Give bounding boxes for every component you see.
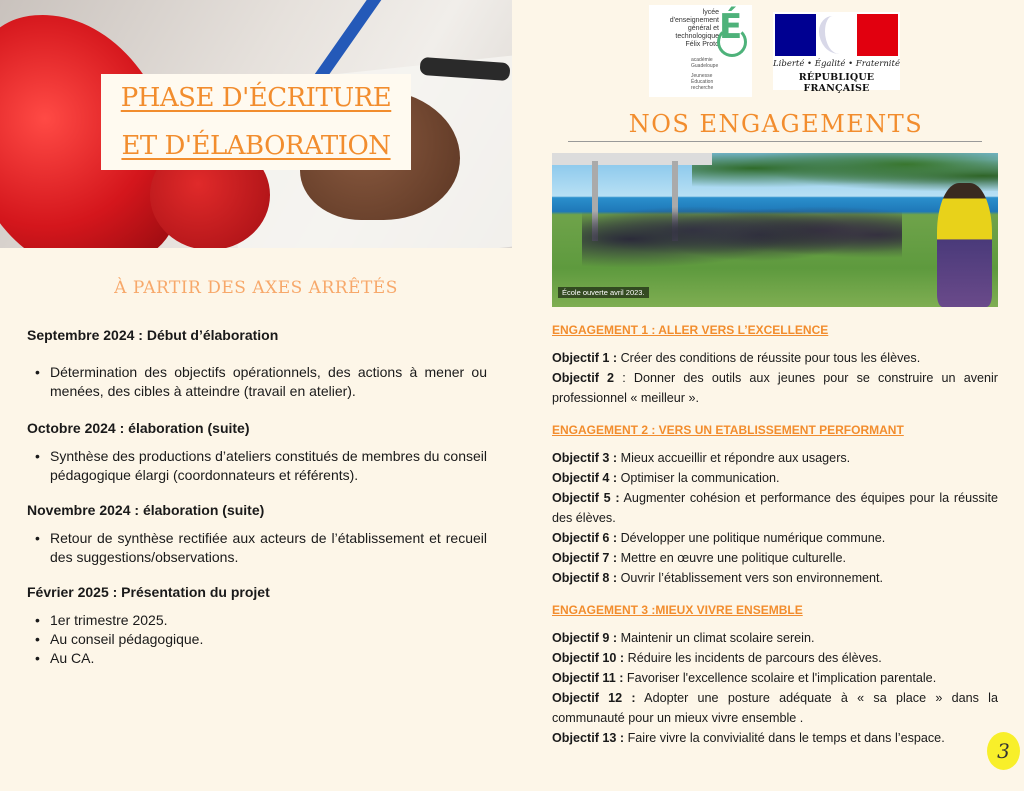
- phase-list: [27, 447, 487, 485]
- engagement-heading: ENGAGEMENT 2 : VERS UN ETABLISSEMENT PERFORMANT: [552, 423, 904, 437]
- engagements-title: NOS ENGAGEMENTS: [628, 110, 924, 138]
- rf-motto: Liberté • Égalité • Fraternité: [773, 59, 900, 69]
- objective-text: Créer des conditions de réussite pour tous les élèves.: [617, 351, 921, 365]
- objective: [552, 488, 998, 528]
- objective-text: Favoriser l'excellence scolaire et l'implication parentale.: [623, 671, 937, 685]
- objective: [552, 448, 998, 468]
- objective-text: Ouvrir l’établissement vers son environnement.: [617, 571, 884, 585]
- photo-shelter-roof: [552, 153, 712, 165]
- phase-item: • Au conseil pédagogique.: [50, 630, 487, 649]
- title-divider: [568, 141, 982, 142]
- lycee-logo-line3: Félix Proto: [685, 41, 719, 48]
- objective-text: Adopter une posture adéquate à « sa place » dans la communauté pour un mieux vivre ensemble .: [552, 691, 998, 725]
- phase-list: [27, 363, 487, 401]
- phase-list: [27, 529, 487, 567]
- objective-text: Mettre en œuvre une politique culturelle.: [617, 551, 846, 565]
- phase-heading: Février 2025 : Présentation du projet: [27, 584, 270, 600]
- objective-label: Objectif 5 :: [552, 491, 620, 505]
- objective-label: Objectif 6 :: [552, 531, 618, 545]
- phase-heading: Septembre 2024 : Début d’élaboration: [27, 327, 279, 343]
- photo-caption: École ouverte avril 2023.: [558, 287, 649, 298]
- hero-title-line2: ET D'ÉLABORATION: [121, 131, 391, 161]
- engagement-heading: ENGAGEMENT 3 :MIEUX VIVRE ENSEMBLE: [552, 603, 803, 617]
- objective-label: Objectif 13 :: [552, 731, 625, 745]
- engagements-section: [552, 320, 998, 748]
- objective: [552, 668, 998, 688]
- rf-name: RÉPUBLIQUE FRANÇAISE: [798, 72, 875, 94]
- objective-text: Développer une politique numérique commune.: [617, 531, 886, 545]
- lycee-logo-letter: É: [719, 7, 743, 47]
- objective-text: Réduire les incidents de parcours des élèves.: [624, 651, 882, 665]
- hero-title-box: [101, 74, 411, 170]
- phase-heading: Octobre 2024 : élaboration (suite): [27, 420, 250, 436]
- objective-label: Objectif 12 :: [552, 691, 636, 705]
- objective-label: Objectif 3 :: [552, 451, 618, 465]
- objective-text: Augmenter cohésion et performance des équipes pour la réussite des élèves.: [552, 491, 998, 525]
- objective: [552, 368, 998, 408]
- objective-text: : Donner des outils aux jeunes pour se construire un avenir professionnel « meilleur ».: [552, 371, 998, 405]
- republique-francaise-logo: [773, 12, 900, 94]
- phase-item: • Synthèse des productions d’ateliers constitués de membres du conseil pédagogique élargi (coordonnateurs et référents).: [50, 447, 487, 485]
- objective: [552, 688, 998, 728]
- objective-label: Objectif 10 :: [552, 651, 625, 665]
- objective-text: Optimiser la communication.: [617, 471, 780, 485]
- phase-list: [27, 611, 487, 668]
- phase-item: • Au CA.: [50, 649, 487, 668]
- objective-text: Faire vivre la convivialité dans le temps et dans l’espace.: [624, 731, 945, 745]
- phase-item: • 1er trimestre 2025.: [50, 611, 487, 630]
- objective: [552, 348, 998, 368]
- lycee-logo-line1: lycée d'enseignement: [669, 9, 719, 24]
- objective-text: Maintenir un climat scolaire serein.: [617, 631, 815, 645]
- objective: [552, 728, 998, 748]
- page-number-badge: 3: [987, 732, 1020, 770]
- phases-section: [27, 326, 487, 668]
- school-photo: [552, 153, 998, 307]
- objective-label: Objectif 4 :: [552, 471, 618, 485]
- objective-label: Objectif 2: [552, 371, 615, 385]
- lycee-logo-line2: général et technologique: [675, 25, 719, 40]
- phase-item: • Retour de synthèse rectifiée aux acteurs de l’établissement et recueil des suggestions/observations.: [50, 529, 487, 567]
- lycee-logo: [649, 5, 752, 97]
- engagement-heading: ENGAGEMENT 1 : ALLER VERS L’EXCELLENCE: [552, 323, 829, 337]
- objective: [552, 468, 998, 488]
- objective: [552, 528, 998, 548]
- objective: [552, 648, 998, 668]
- phase-heading: Novembre 2024 : élaboration (suite): [27, 502, 265, 518]
- objective-text: Mieux accueillir et répondre aux usagers.: [617, 451, 851, 465]
- photo-student-foreground: [937, 183, 992, 307]
- objective: [552, 568, 998, 588]
- lycee-logo-academie: académie Guadeloupe: [691, 57, 719, 69]
- photo-students: [582, 188, 902, 273]
- objective: [552, 628, 998, 648]
- phase-item: • Détermination des objectifs opérationnels, des actions à mener ou menées, des cibles à atteindre (travail en atelier).: [50, 363, 487, 401]
- left-subtitle: À PARTIR DES AXES ARRÊTÉS: [114, 278, 398, 298]
- objective-label: Objectif 11 :: [552, 671, 624, 685]
- objective-label: Objectif 7 :: [552, 551, 618, 565]
- objective-label: Objectif 1 :: [552, 351, 618, 365]
- lycee-logo-ministere: Jeunesse Éducation recherche: [691, 73, 714, 91]
- lycee-logo-ring-icon: [717, 27, 747, 57]
- hero-title-line1: PHASE D'ÉCRITURE: [120, 83, 392, 113]
- objective: [552, 548, 998, 568]
- objective-label: Objectif 8 :: [552, 571, 618, 585]
- objective-label: Objectif 9 :: [552, 631, 618, 645]
